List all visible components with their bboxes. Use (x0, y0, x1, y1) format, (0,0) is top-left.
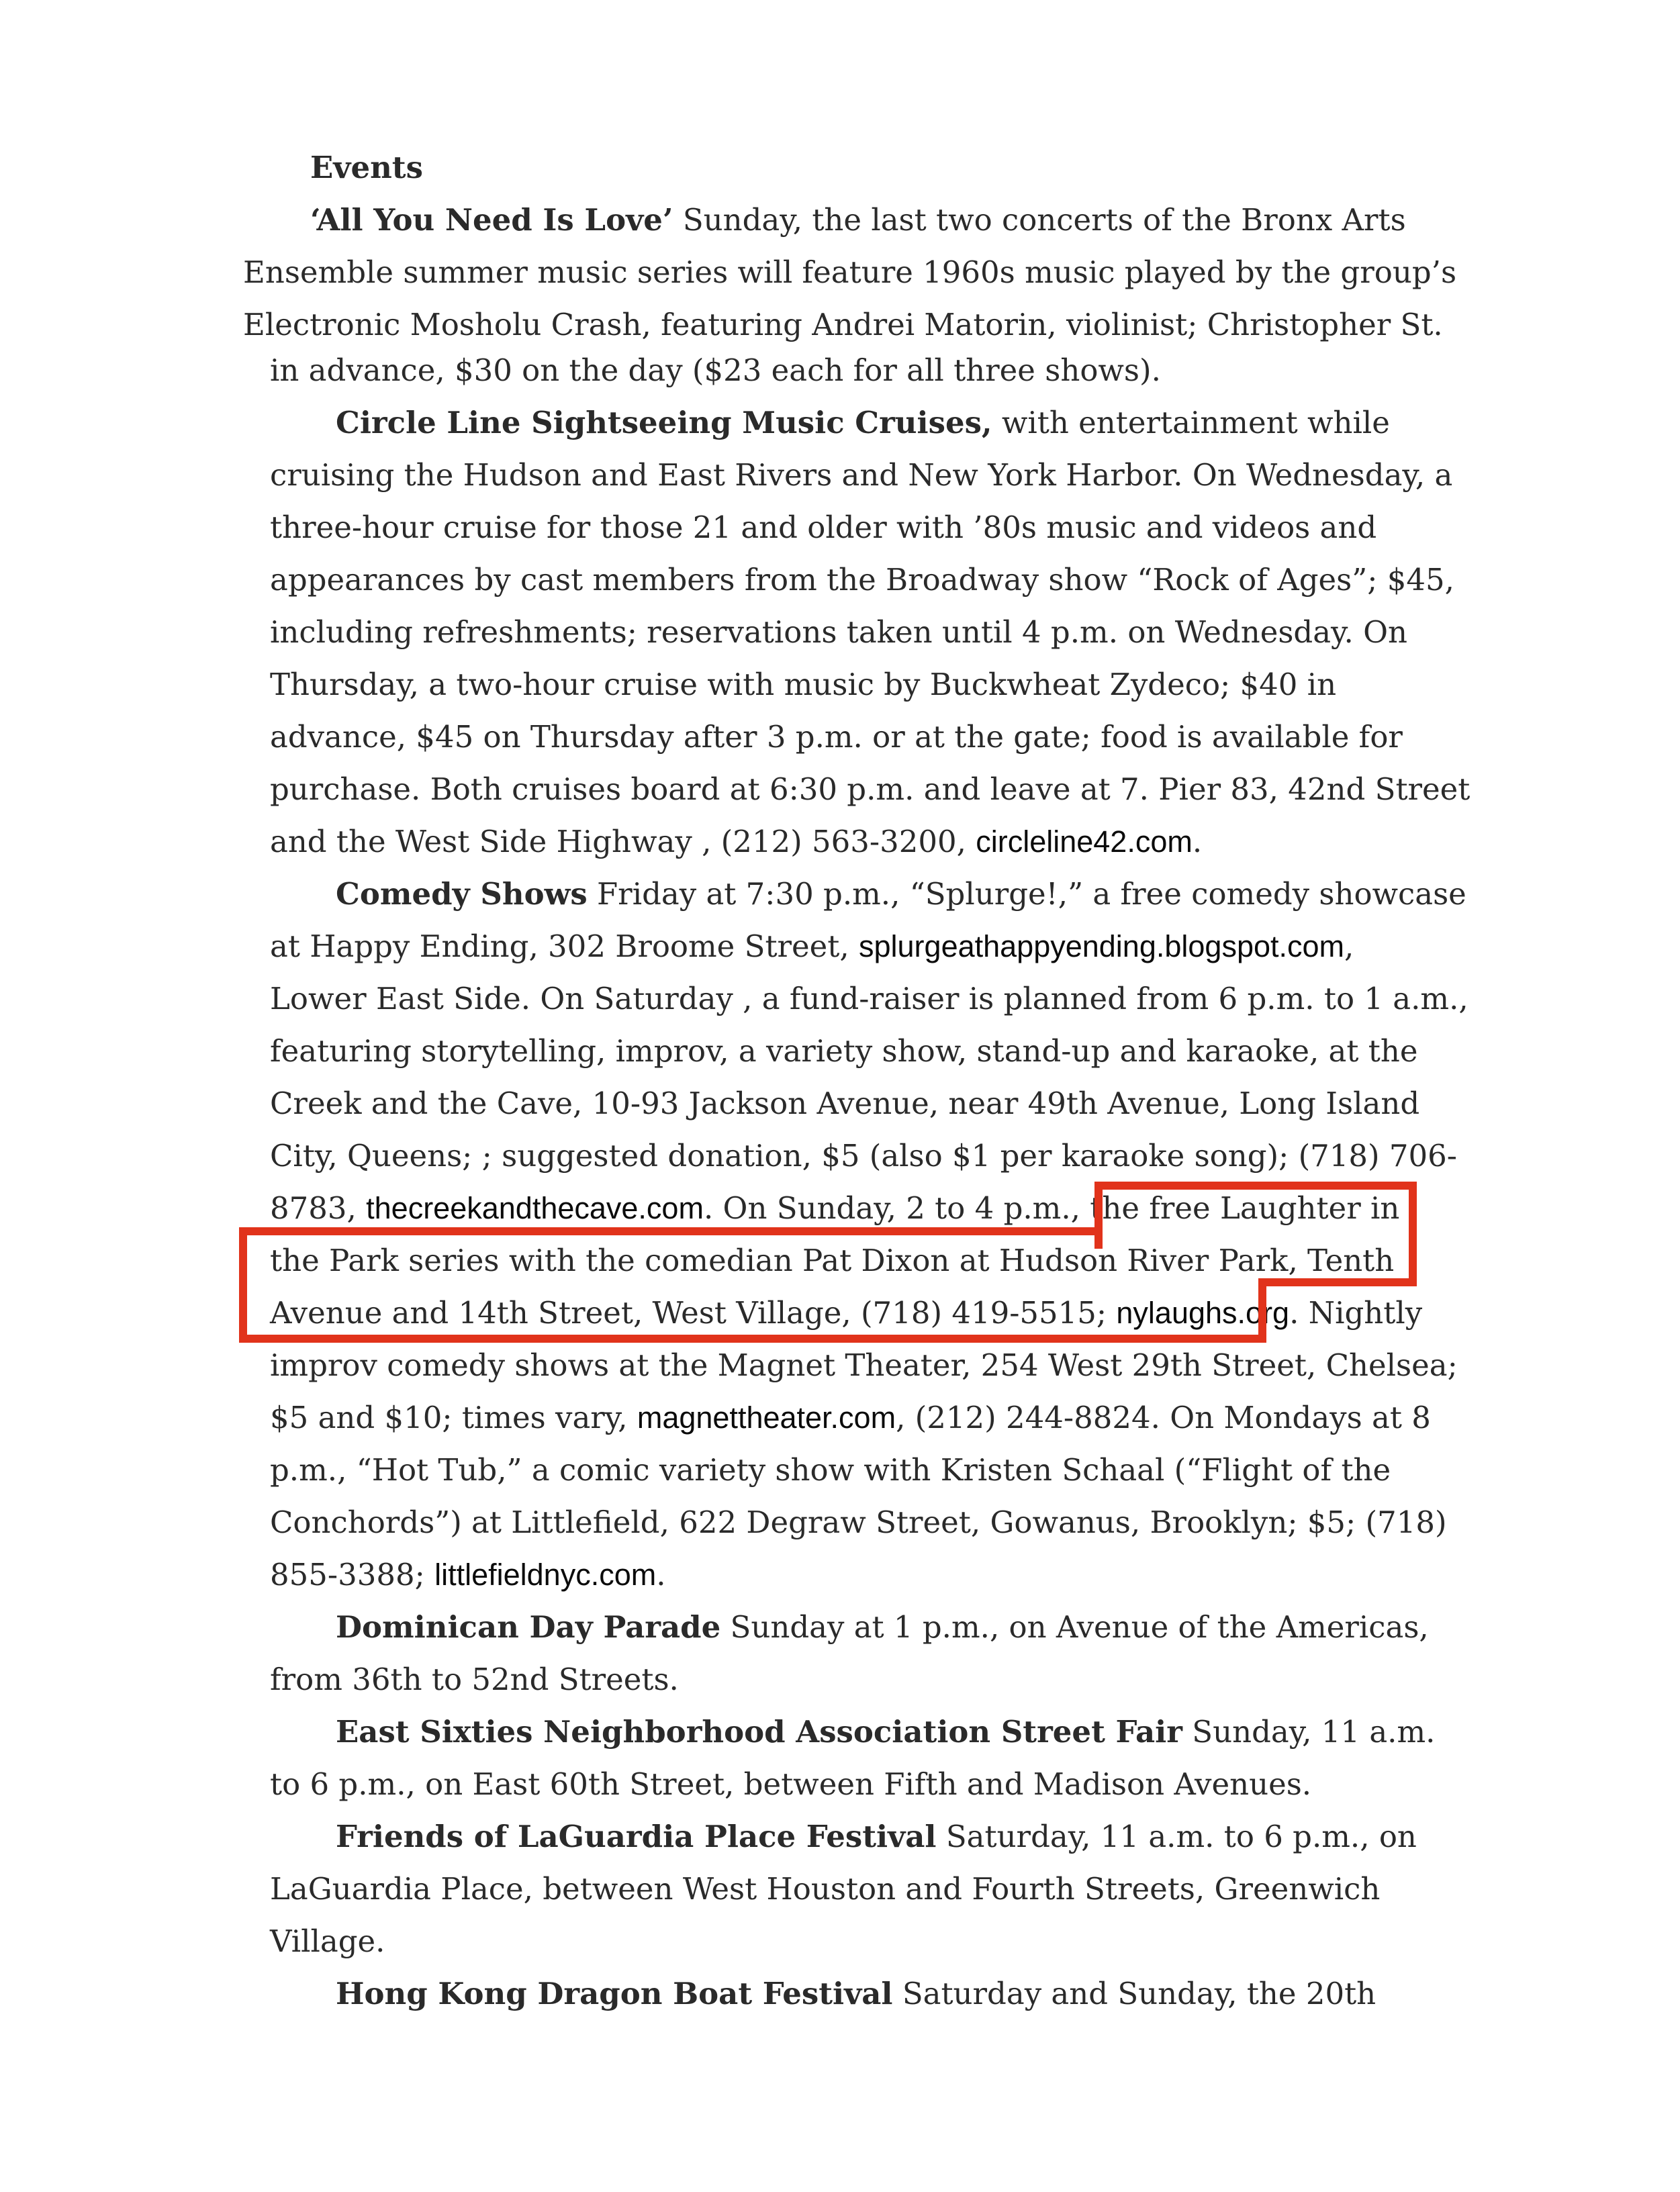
entry-circle-line-4: appearances by cast members from the Broadway show “Rock of Ages”; $45, (270, 562, 1454, 598)
magnettheater-link[interactable]: magnettheater.com (637, 1400, 896, 1435)
entry-circle-line-7: advance, $45 on Thursday after 3 p.m. or at the gate; food is available for (270, 719, 1403, 755)
entry-sixties-line-1: East Sixties Neighborhood Association Street Fair Sunday, 11 a.m. (336, 1714, 1436, 1750)
entry-comedy-line-5: Creek and the Cave, 10-93 Jackson Avenue, near 49th Avenue, Long Island (270, 1086, 1420, 1121)
entry-title: Friends of LaGuardia Place Festival (336, 1819, 937, 1854)
entry-circle-line-1: Circle Line Sightseeing Music Cruises, with entertainment while (336, 405, 1390, 440)
section-heading: Events (310, 150, 423, 185)
entry-love-line-4: in advance, $30 on the day ($23 each for all three shows). (270, 352, 1161, 388)
splurge-link[interactable]: splurgeathappyending.blogspot.com (859, 929, 1345, 963)
entry-title: Comedy Shows (336, 876, 588, 912)
entry-title: Circle Line Sightseeing Music Cruises, (336, 405, 992, 440)
entry-circle-line-2: cruising the Hudson and East Rivers and New York Harbor. On Wednesday, a (270, 457, 1453, 493)
entry-comedy-line-10: improv comedy shows at the Magnet Theater, 254 West 29th Street, Chelsea; (270, 1347, 1458, 1383)
entry-laguardia-line-3: Village. (270, 1923, 385, 1959)
entry-comedy-line-14: 855-3388; littlefieldnyc.com. (270, 1557, 666, 1592)
highlight-box-bottom (239, 1278, 1266, 1343)
entry-circle-line-3: three-hour cruise for those 21 and older with ’80s music and videos and (270, 510, 1377, 545)
entry-dominican-line-2: from 36th to 52nd Streets. (270, 1662, 679, 1697)
entry-comedy-line-1: Comedy Shows Friday at 7:30 p.m., “Splurge!,” a free comedy showcase (336, 876, 1466, 912)
entry-love-line-2: Ensemble summer music series will feature 1960s music played by the group’s (243, 254, 1457, 290)
entry-comedy-line-13: Conchords”) at Littlefield, 622 Degraw Street, Gowanus, Brooklyn; $5; (718) (270, 1505, 1447, 1540)
entry-comedy-line-8: the Park series with the comedian Pat Dixon at Hudson River Park, Tenth (270, 1243, 1395, 1278)
entry-circle-line-9: and the West Side Highway , (212) 563-3200, circleline42.com. (270, 824, 1203, 859)
entry-comedy-line-11: $5 and $10; times vary, magnettheater.com, (212) 244-8824. On Mondays at 8 (270, 1400, 1431, 1435)
entry-title: East Sixties Neighborhood Association Street Fair (336, 1714, 1182, 1750)
entry-comedy-line-3: Lower East Side. On Saturday , a fund-raiser is planned from 6 p.m. to 1 a.m., (270, 981, 1468, 1016)
entry-title: Hong Kong Dragon Boat Festival (336, 1976, 893, 2011)
entry-circle-line-8: purchase. Both cruises board at 6:30 p.m. and leave at 7. Pier 83, 42nd Street (270, 771, 1471, 807)
entry-dominican-line-1: Dominican Day Parade Sunday at 1 p.m., on Avenue of the Americas, (336, 1609, 1429, 1645)
entry-title: Dominican Day Parade (336, 1609, 721, 1645)
creekandcave-link[interactable]: thecreekandthecave.com (366, 1191, 704, 1225)
entry-laguardia-line-1: Friends of LaGuardia Place Festival Saturday, 11 a.m. to 6 p.m., on (336, 1819, 1417, 1854)
littlefield-link[interactable]: littlefieldnyc.com (434, 1558, 657, 1592)
entry-circle-line-5: including refreshments; reservations taken until 4 p.m. on Wednesday. On (270, 614, 1407, 650)
entry-sixties-line-2: to 6 p.m., on East 60th Street, between Fifth and Madison Avenues. (270, 1766, 1312, 1802)
highlight-box-bottom-right-edge (1258, 1278, 1417, 1286)
entry-circle-line-6: Thursday, a two-hour cruise with music by Buckwheat Zydeco; $40 in (270, 667, 1337, 702)
entry-title: ‘All You Need Is Love’ (310, 202, 673, 238)
nylaughs-link[interactable]: nylaughs.org (1116, 1296, 1290, 1330)
entry-comedy-line-7: 8783, thecreekandthecave.com. On Sunday, 2 to 4 p.m., the free Laughter in (270, 1190, 1400, 1226)
entry-laguardia-line-2: LaGuardia Place, between West Houston and Fourth Streets, Greenwich (270, 1871, 1381, 1907)
entry-comedy-line-6: City, Queens; ; suggested donation, $5 (also $1 per karaoke song); (718) 706- (270, 1138, 1457, 1174)
highlight-box-top-left-edge (239, 1227, 1103, 1235)
entry-love-line-1: ‘All You Need Is Love’ Sunday, the last two concerts of the Bronx Arts (310, 202, 1406, 238)
entry-comedy-line-4: featuring storytelling, improv, a variety show, stand-up and karaoke, at the (270, 1033, 1418, 1069)
entry-comedy-line-9: Avenue and 14th Street, West Village, (718) 419-5515; nylaughs.org. Nightly (270, 1295, 1423, 1331)
circleline-link[interactable]: circleline42.com (976, 824, 1193, 859)
entry-comedy-line-12: p.m., “Hot Tub,” a comic variety show with Kristen Schaal (“Flight of the (270, 1452, 1391, 1488)
entry-love-line-3: Electronic Mosholu Crash, featuring Andrei Matorin, violinist; Christopher St. (243, 307, 1443, 342)
entry-hongkong-line-1: Hong Kong Dragon Boat Festival Saturday and Sunday, the 20th (336, 1976, 1376, 2011)
entry-comedy-line-2: at Happy Ending, 302 Broome Street, splurgeathappyending.blogspot.com, (270, 928, 1354, 964)
